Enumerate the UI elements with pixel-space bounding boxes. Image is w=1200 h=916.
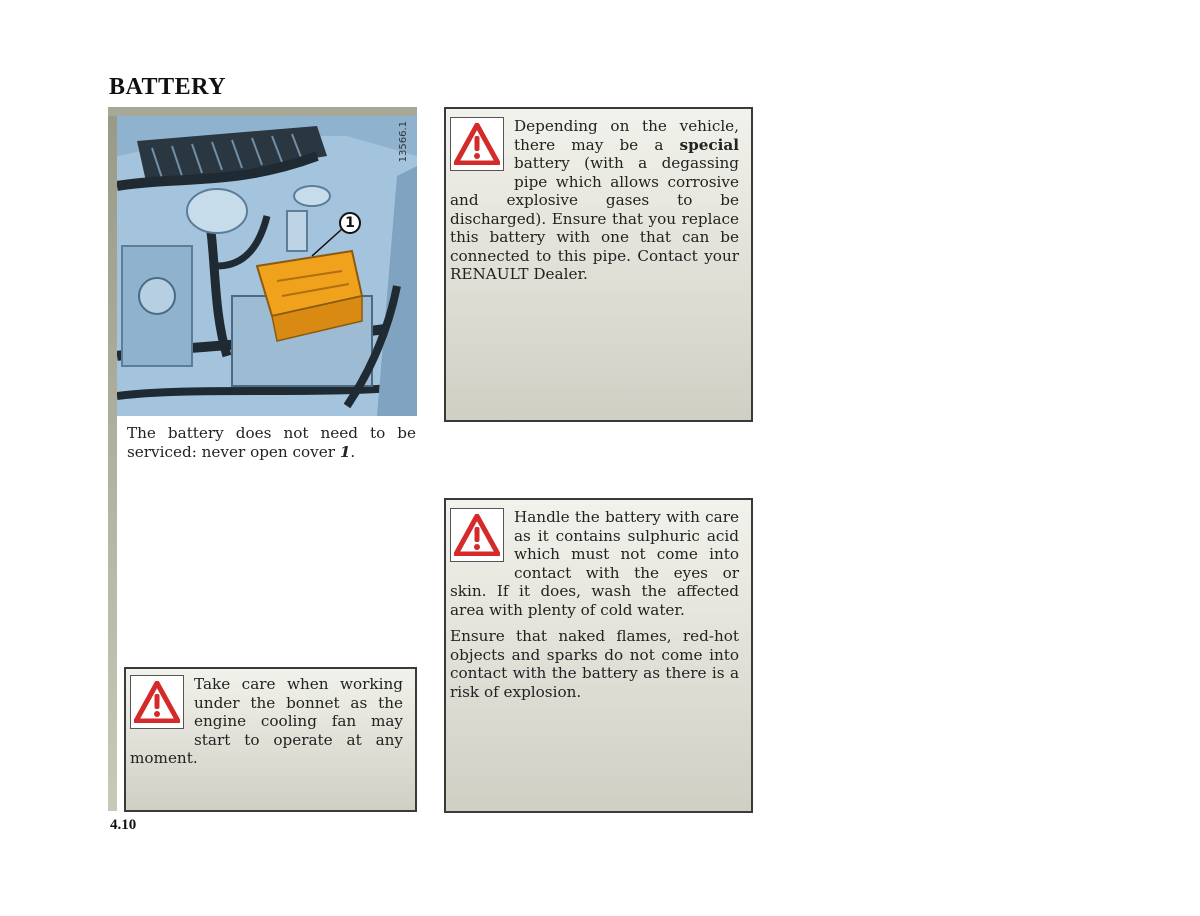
- warning-paragraph-acid: Handle the battery with care as it contains sulphuric acid which must not come into contact with the eyes or skin. If it does, wash the affected area with plenty of cold water.: [450, 508, 739, 619]
- warning-text-end: battery (with a degassing pipe which allows corrosive and explosive gases to be discharged). Ensure that you replace this battery with one that can be connected to this pipe. Contact your RENAULT Dealer.: [450, 154, 739, 283]
- figure-top-rule: [108, 107, 417, 116]
- page-title: BATTERY: [109, 74, 226, 100]
- callout-marker: [339, 212, 361, 234]
- warning-text: Take care when working under the bonnet as the engine cooling fan may start to operate at any moment.: [130, 675, 403, 767]
- caption-text: The battery does not need to be serviced: never open cover: [127, 424, 416, 461]
- page-number: 4.10: [110, 817, 137, 833]
- figure-reference-code: 13566.1: [398, 121, 409, 163]
- warning-triangle-icon: [450, 117, 504, 171]
- warning-triangle-icon: [450, 508, 504, 562]
- warning-paragraph-flames: Ensure that naked flames, red-hot objects and sparks do not come into contact with the battery as there is a risk of explosion.: [450, 627, 739, 701]
- callout-number: 1: [345, 215, 355, 231]
- warning-box-special-battery: [444, 107, 753, 422]
- warning-triangle-icon: [130, 675, 184, 729]
- engine-bay-illustration: [117, 116, 417, 416]
- caption-callout-ref: 1: [339, 442, 351, 461]
- figure-caption: [127, 424, 416, 461]
- page-side-rule: [108, 107, 117, 811]
- caption-end: .: [350, 442, 356, 461]
- warning-emphasis: special: [679, 135, 739, 154]
- warning-box-cooling-fan: [124, 667, 417, 812]
- warning-box-acid: [444, 498, 753, 813]
- warning-text-start: Depending on the vehicle, there may be a: [514, 117, 739, 154]
